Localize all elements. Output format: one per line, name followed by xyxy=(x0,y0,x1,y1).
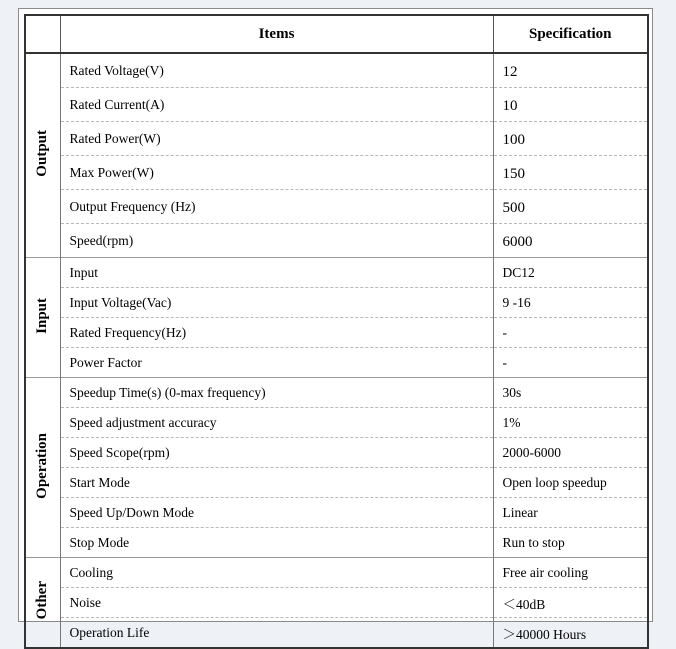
item-cell: Output Frequency (Hz) xyxy=(60,190,493,224)
table-row xyxy=(25,348,648,378)
table-body xyxy=(25,53,648,648)
spec-value-cell: Free air cooling xyxy=(493,558,648,588)
item-cell: Stop Mode xyxy=(60,528,493,558)
item-cell: Rated Frequency(Hz) xyxy=(60,318,493,348)
group-label: Operation xyxy=(34,432,51,499)
table-header-row xyxy=(25,15,648,53)
spec-value-cell: Run to stop xyxy=(493,528,648,558)
group-column-header xyxy=(25,15,60,53)
table-row xyxy=(25,224,648,258)
group-label-cell xyxy=(25,258,60,378)
spec-value-cell: 30s xyxy=(493,378,648,408)
spec-value-cell: 2000-6000 xyxy=(493,438,648,468)
table-row xyxy=(25,318,648,348)
spec-value-cell: ＜40dB xyxy=(493,588,648,618)
spec-table-frame xyxy=(18,8,653,642)
table-row xyxy=(25,588,648,618)
item-cell: Speed adjustment accuracy xyxy=(60,408,493,438)
table-row xyxy=(25,258,648,288)
spec-value-cell: 100 xyxy=(493,122,648,156)
group-label: Other xyxy=(34,581,51,620)
table-row xyxy=(25,156,648,190)
item-cell: Rated Voltage(V) xyxy=(60,53,493,88)
item-cell: Start Mode xyxy=(60,468,493,498)
specification-table xyxy=(24,14,649,649)
spec-value-cell: 6000 xyxy=(493,224,648,258)
spec-value-cell: Open loop speedup xyxy=(493,468,648,498)
table-row xyxy=(25,498,648,528)
item-cell: Speed Up/Down Mode xyxy=(60,498,493,528)
group-label: Input xyxy=(34,297,51,334)
spec-value-cell: 1% xyxy=(493,408,648,438)
item-cell: Power Factor xyxy=(60,348,493,378)
group-label-cell xyxy=(25,378,60,558)
table-row xyxy=(25,190,648,224)
spec-value-cell: - xyxy=(493,318,648,348)
table-row xyxy=(25,528,648,558)
table-row xyxy=(25,438,648,468)
table-row xyxy=(25,558,648,588)
table-row xyxy=(25,378,648,408)
group-label-cell xyxy=(25,558,60,649)
table-row xyxy=(25,288,648,318)
spec-value-cell: 500 xyxy=(493,190,648,224)
table-row xyxy=(25,468,648,498)
item-cell: Max Power(W) xyxy=(60,156,493,190)
item-cell: Rated Power(W) xyxy=(60,122,493,156)
table-row xyxy=(25,88,648,122)
item-cell: Speed(rpm) xyxy=(60,224,493,258)
item-cell: Input xyxy=(60,258,493,288)
item-cell: Operation Life xyxy=(60,618,493,649)
table-row xyxy=(25,122,648,156)
spec-value-cell: Linear xyxy=(493,498,648,528)
items-column-header: Items xyxy=(60,15,493,53)
spec-value-cell: 10 xyxy=(493,88,648,122)
spec-value-cell: 9 -16 xyxy=(493,288,648,318)
item-cell: Speedup Time(s) (0-max frequency) xyxy=(60,378,493,408)
specification-column-header: Specification xyxy=(493,15,648,53)
table-row xyxy=(25,408,648,438)
spec-value-cell: - xyxy=(493,348,648,378)
spec-value-cell: 150 xyxy=(493,156,648,190)
spec-value-cell: 12 xyxy=(493,53,648,88)
item-cell: Input Voltage(Vac) xyxy=(60,288,493,318)
group-label: Output xyxy=(34,130,51,177)
item-cell: Noise xyxy=(60,588,493,618)
group-label-cell xyxy=(25,53,60,258)
spec-value-cell: DC12 xyxy=(493,258,648,288)
item-cell: Cooling xyxy=(60,558,493,588)
item-cell: Speed Scope(rpm) xyxy=(60,438,493,468)
spec-value-cell: ＞40000 Hours xyxy=(493,618,648,649)
table-row xyxy=(25,53,648,88)
table-row xyxy=(25,618,648,649)
item-cell: Rated Current(A) xyxy=(60,88,493,122)
